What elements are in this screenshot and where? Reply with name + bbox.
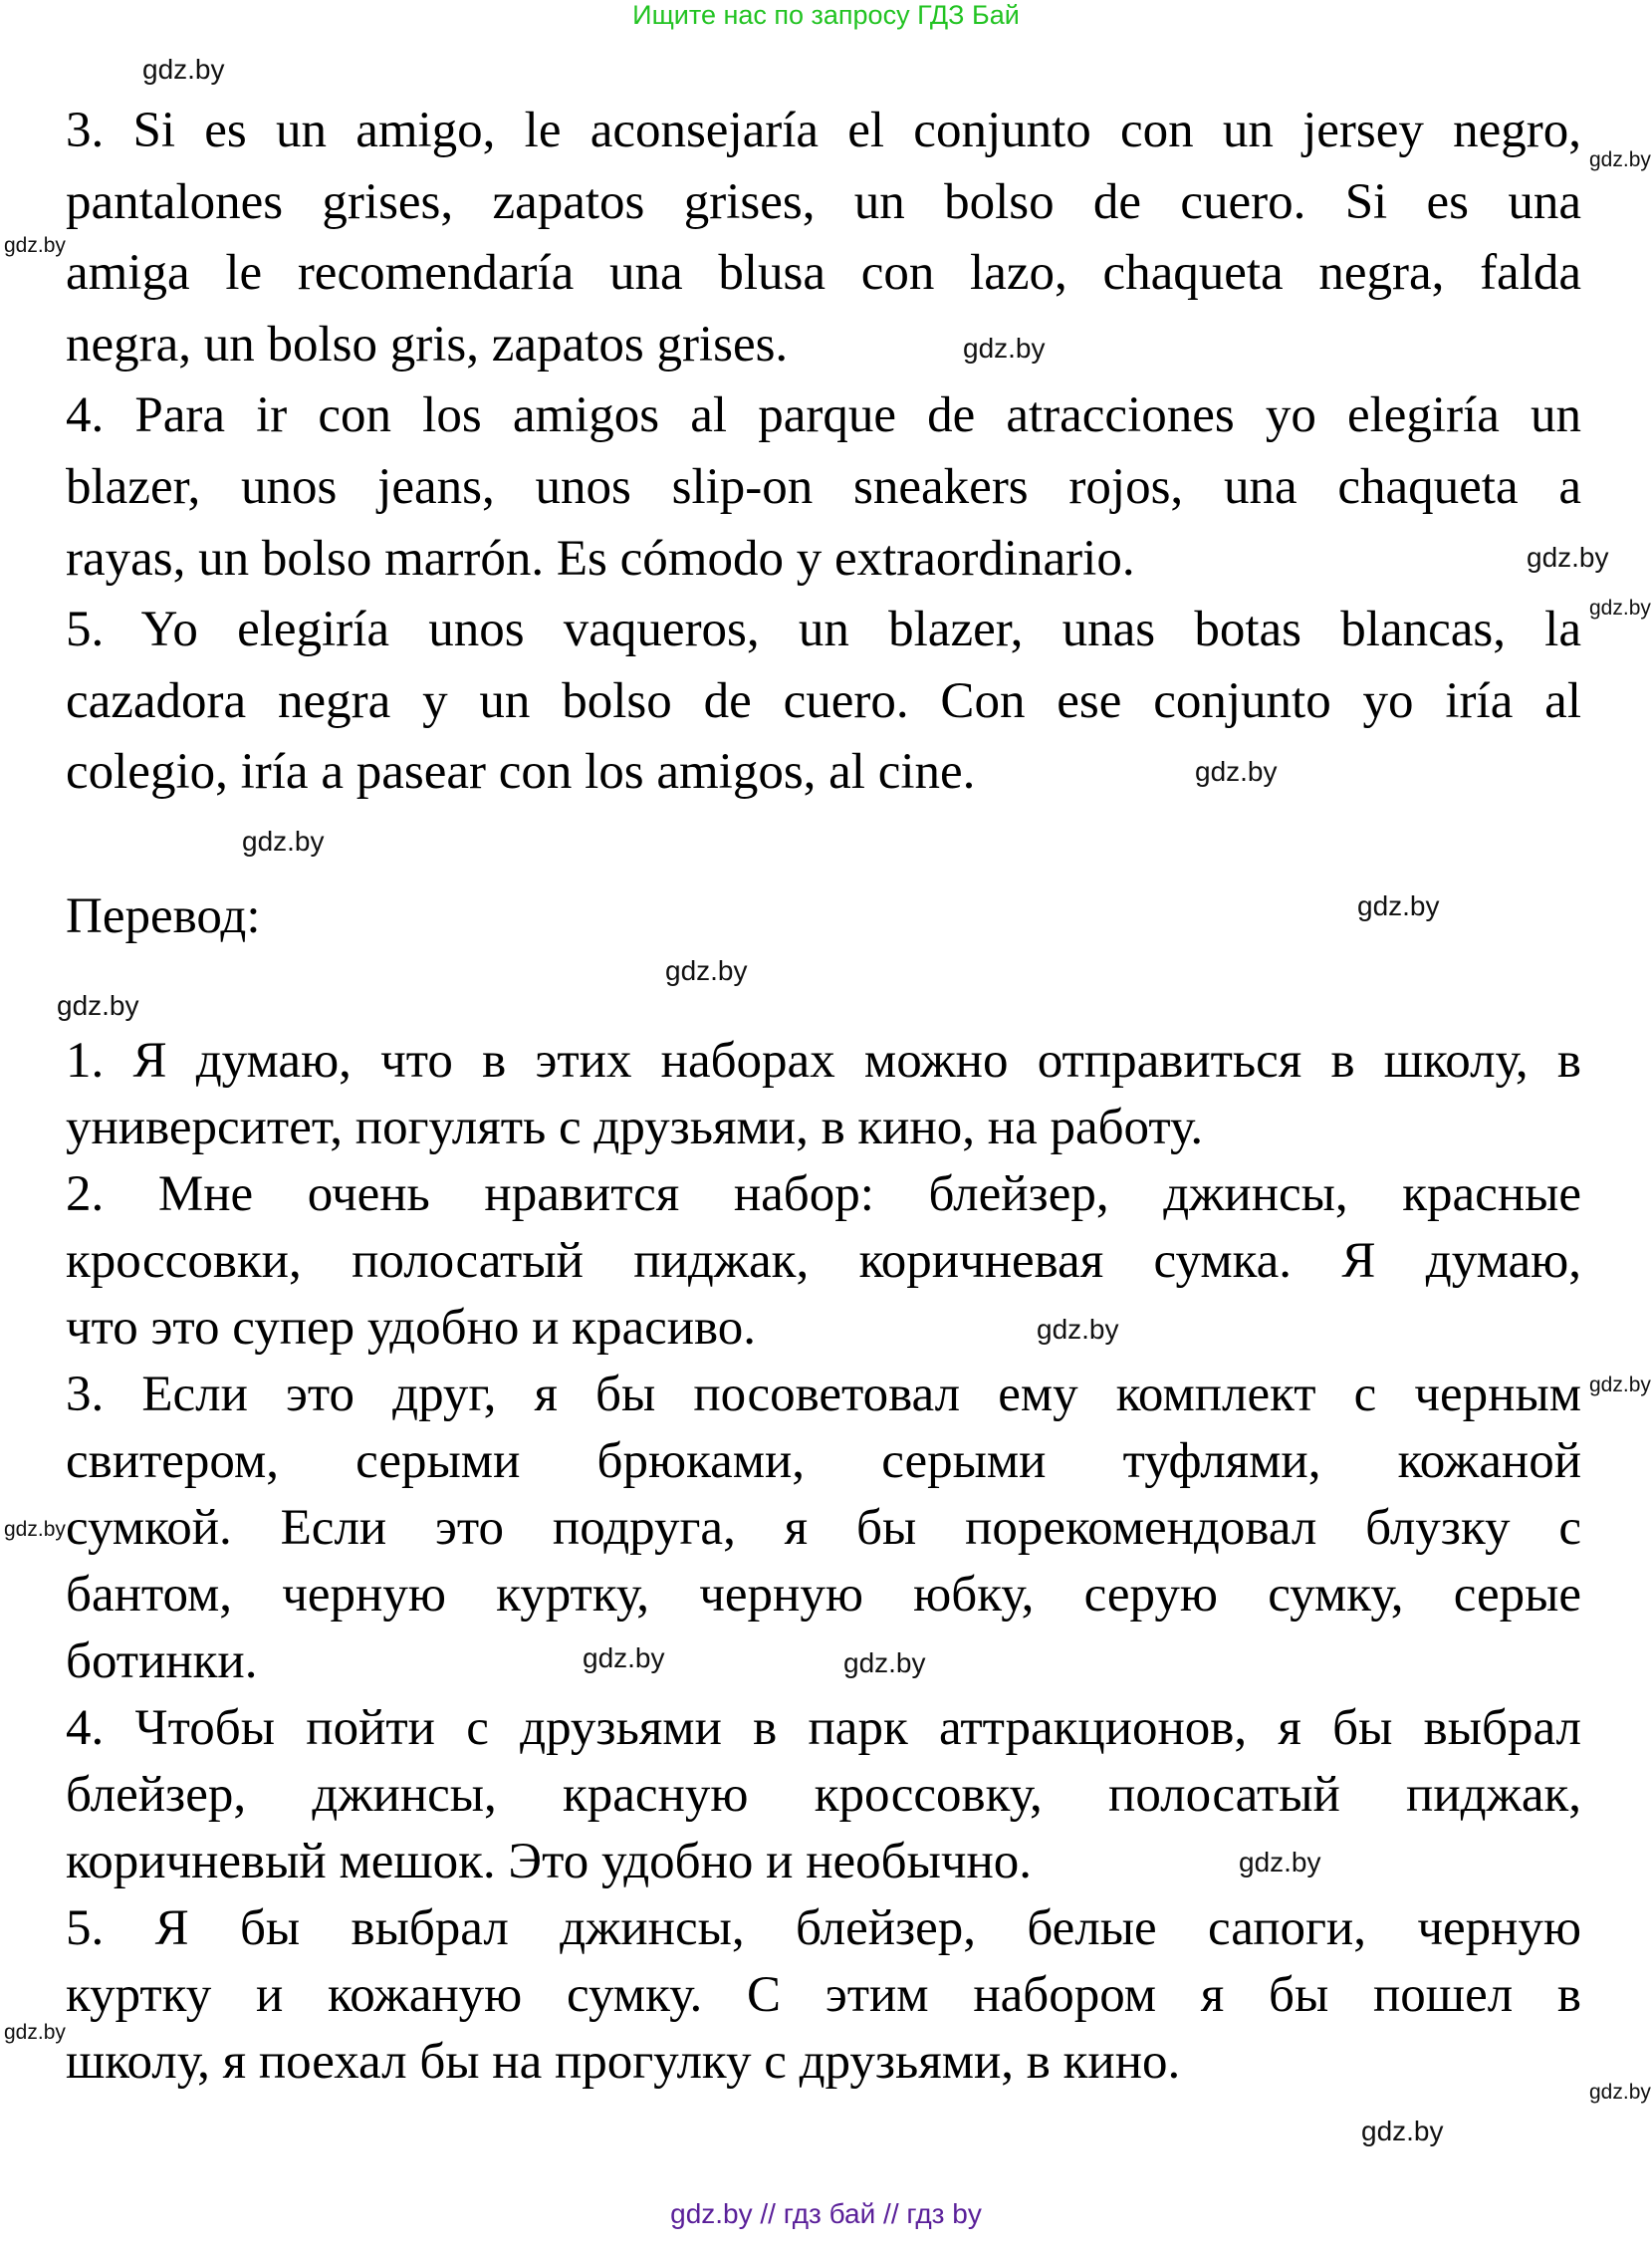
watermark: gdz.by [1361,2116,1444,2146]
russian-paragraph-2-line: что это супер удобно и красиво. [66,1300,757,1356]
watermark: gdz.by [1037,1314,1119,1345]
translation-heading: Перевод: [66,888,261,944]
watermark: gdz.by [57,990,139,1021]
spanish-paragraph-1-line: amiga le recomendaría una blusa con lazo, chaqueta negra, falda [66,245,1581,302]
russian-paragraph-3-line: бантом, черную куртку, черную юбку, серую сумку, серые [66,1567,1581,1623]
watermark: gdz.by [4,2021,66,2044]
spanish-paragraph-3-line: colegio, iría a pasear con los amigos, al cine. [66,744,976,801]
russian-paragraph-3-line: 3. Если это друг, я бы посоветовал ему комплект с черным [66,1367,1581,1422]
watermark: gdz.by [843,1647,926,1678]
russian-paragraph-3-line: сумкой. Если это подруга, я бы порекомендовал блузку с [66,1500,1581,1556]
watermark: gdz.by [1589,148,1651,171]
spanish-paragraph-2-line: rayas, un bolso marrón. Es cómodo y extraordinario. [66,530,1135,587]
spanish-paragraph-1-line: negra, un bolso gris, zapatos grises. [66,316,789,373]
russian-paragraph-2-line: 2. Мне очень нравится набор: блейзер, джинсы, красные [66,1166,1581,1222]
russian-paragraph-4-line: коричневый мешок. Это удобно и необычно. [66,1834,1033,1889]
spanish-paragraph-2-line: 4. Para ir con los amigos al parque de atracciones yo elegiría un [66,387,1581,444]
watermark: gdz.by [242,826,325,857]
watermark: gdz.by [665,955,748,986]
russian-paragraph-3-line: ботинки. [66,1633,258,1689]
footer-links: gdz.by // гдз бай // гдз by [670,2198,982,2229]
spanish-paragraph-3-line: 5. Yo elegiría unos vaqueros, un blazer, unas botas blancas, la [66,602,1581,658]
russian-paragraph-3-line: свитером, серыми брюками, серыми туфлями, кожаной [66,1433,1581,1489]
russian-paragraph-1-line: 1. Я думаю, что в этих наборах можно отправиться в школу, в [66,1033,1581,1089]
watermark: gdz.by [1527,542,1609,573]
search-banner: Ищите нас по запросу ГДЗ Бай [632,0,1020,30]
watermark: gdz.by [963,333,1046,364]
spanish-paragraph-1-line: 3. Si es un amigo, le aconsejaría el conjunto con un jersey negro, [66,103,1581,158]
russian-paragraph-4-line: блейзер, джинсы, красную кроссовку, полосатый пиджак, [66,1767,1581,1823]
watermark: gdz.by [4,1518,66,1541]
watermark: gdz.by [1239,1847,1321,1877]
spanish-paragraph-1-line: pantalones grises, zapatos grises, un bolso de cuero. Si es una [66,173,1581,230]
russian-paragraph-5-line: школу, я поехал бы на прогулку с друзьями, в кино. [66,2034,1181,2090]
watermark: gdz.by [4,234,66,257]
russian-paragraph-5-line: куртку и кожаную сумку. С этим набором я бы пошел в [66,1967,1581,2023]
watermark: gdz.by [1195,756,1278,787]
russian-paragraph-4-line: 4. Чтобы пойти с друзьями в парк аттракционов, я бы выбрал [66,1700,1581,1756]
russian-paragraph-5-line: 5. Я бы выбрал джинсы, блейзер, белые сапоги, черную [66,1900,1581,1956]
russian-paragraph-2-line: кроссовки, полосатый пиджак, коричневая сумка. Я думаю, [66,1233,1581,1289]
watermark: gdz.by [142,54,225,85]
watermark: gdz.by [583,1642,665,1673]
watermark: gdz.by [1589,1374,1651,1396]
russian-paragraph-1-line: университет, погулять с друзьями, в кино, на работу. [66,1100,1204,1155]
watermark: gdz.by [1357,890,1440,921]
watermark: gdz.by [1589,597,1651,620]
watermark: gdz.by [1589,2081,1651,2104]
spanish-paragraph-3-line: cazadora negra y un bolso de cuero. Con ese conjunto yo iría al [66,672,1581,729]
spanish-paragraph-2-line: blazer, unos jeans, unos slip-on sneakers rojos, una chaqueta a [66,459,1581,515]
